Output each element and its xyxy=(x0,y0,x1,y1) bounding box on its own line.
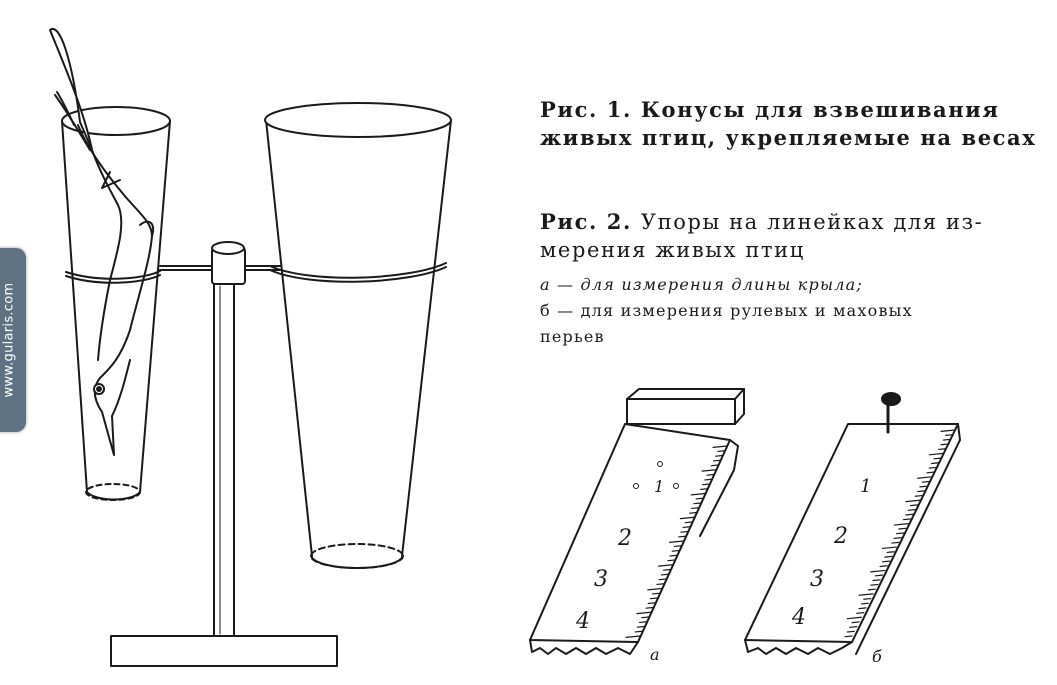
fig2-legend-b-cont: перьев xyxy=(540,327,605,346)
ruler-tick xyxy=(887,552,894,553)
ruler-tick xyxy=(668,560,675,561)
ruler-b-mark-1: 1 xyxy=(860,476,872,497)
ruler-tick xyxy=(852,622,859,623)
ruler-tick xyxy=(711,465,718,466)
fig2-caption-line2: мерения живых птиц xyxy=(540,238,805,262)
ruler-tick xyxy=(692,508,699,509)
ruler-tick xyxy=(683,527,690,528)
ruler-b-mark-4: 4 xyxy=(792,605,806,630)
ruler-tick xyxy=(934,458,941,459)
ruler-tick xyxy=(927,472,934,473)
ruler-tick xyxy=(875,575,882,576)
fig2-caption-line1 xyxy=(540,208,983,236)
ruler-tick xyxy=(868,589,875,590)
ruler-tick xyxy=(653,593,660,594)
ruler-tick xyxy=(640,622,647,623)
ruler-tick xyxy=(911,505,918,506)
fig1-caption-line1 xyxy=(540,96,999,124)
ruler-tick xyxy=(685,522,692,523)
fig1-caption-line2: живых птиц, укрепляемые на весах xyxy=(540,125,1037,150)
ruler-tick xyxy=(894,538,901,539)
ruler-tick xyxy=(915,496,922,497)
ruler-tick xyxy=(694,503,701,504)
ruler-tick xyxy=(703,484,710,485)
ruler-tick xyxy=(946,435,953,436)
ruler-tick xyxy=(885,556,892,557)
ruler-tick xyxy=(939,449,946,450)
right-cone xyxy=(265,103,451,568)
ruler-tick xyxy=(850,627,857,628)
bird-in-cone xyxy=(50,29,153,455)
ruler-tick xyxy=(670,555,677,556)
ruler-tick xyxy=(918,491,925,492)
ruler-tick xyxy=(716,456,723,457)
ruler-tick xyxy=(922,482,929,483)
ruler-tick xyxy=(882,561,889,562)
fig2-legend-b: б — для измерения рулевых и маховых xyxy=(540,301,913,320)
ruler-tick xyxy=(674,546,681,547)
ruler-tick xyxy=(657,584,664,585)
ruler-tick xyxy=(646,608,653,609)
ruler-tick xyxy=(681,532,688,533)
watermark-text: www.gularis.com xyxy=(1,282,17,398)
ruler-tick xyxy=(690,513,697,514)
ruler-tick xyxy=(864,599,871,600)
left-cone xyxy=(62,107,170,500)
fig1-number: Рис. 1. xyxy=(540,97,632,122)
ruler-tick xyxy=(661,574,668,575)
ruler-tick xyxy=(672,551,679,552)
ruler-tick xyxy=(943,439,950,440)
ruler-a xyxy=(530,389,744,664)
ruler-tick xyxy=(696,498,703,499)
ruler-tick xyxy=(705,479,712,480)
ruler-tick xyxy=(880,566,887,567)
ruler-a-mark-4: 4 xyxy=(576,609,590,634)
ruler-tick xyxy=(904,519,911,520)
ruler-tick xyxy=(700,489,707,490)
ruler-b-letter: б xyxy=(872,647,882,666)
ruler-tick xyxy=(637,627,644,628)
ruler-a-mark-3: 3 xyxy=(594,567,608,592)
ruler-tick xyxy=(713,460,720,461)
ruler-tick xyxy=(861,603,868,604)
ruler-tick xyxy=(920,486,927,487)
ruler-a-letter: а xyxy=(650,645,660,664)
watermark-tab[interactable] xyxy=(0,248,26,432)
ruler-tick xyxy=(659,579,666,580)
ruler-tick xyxy=(845,636,852,637)
ruler-tick xyxy=(908,510,915,511)
fig2-legend-a: а — для измерения длины крыла; xyxy=(540,275,863,294)
ruler-tick xyxy=(718,451,725,452)
ruler-a-mark-2: 2 xyxy=(618,526,632,551)
ruler-tick xyxy=(871,585,878,586)
ruler-tick xyxy=(892,542,899,543)
stand-clamp xyxy=(212,242,245,284)
ruler-b-mark-2: 2 xyxy=(834,524,848,549)
ruler-tick xyxy=(663,570,670,571)
ruler-tick xyxy=(929,467,936,468)
ruler-tick xyxy=(648,603,655,604)
ruler-tick xyxy=(650,598,657,599)
ruler-tick xyxy=(707,475,714,476)
fig1-title: Конусы для взвешивания xyxy=(640,97,1000,122)
fig2-title: Упоры на линейках для из- xyxy=(640,210,984,234)
fig2-number: Рис. 2. xyxy=(540,209,632,234)
ruler-tick xyxy=(932,463,939,464)
ruler-tick xyxy=(635,631,642,632)
ruler-tick xyxy=(906,514,913,515)
ruler-tick xyxy=(873,580,880,581)
ruler-tick xyxy=(897,533,904,534)
ruler-tick xyxy=(857,613,864,614)
ruler-b xyxy=(745,393,960,666)
ruler-tick xyxy=(642,617,649,618)
ruler-tick xyxy=(941,444,948,445)
ruler-b-mark-3: 3 xyxy=(810,567,824,592)
ruler-tick xyxy=(859,608,866,609)
ruler-tick xyxy=(899,528,906,529)
ruler-tick xyxy=(847,631,854,632)
ruler-a-mark-1: 1 xyxy=(654,477,665,496)
ruler-tick xyxy=(679,536,686,537)
wire-holder xyxy=(66,263,446,283)
